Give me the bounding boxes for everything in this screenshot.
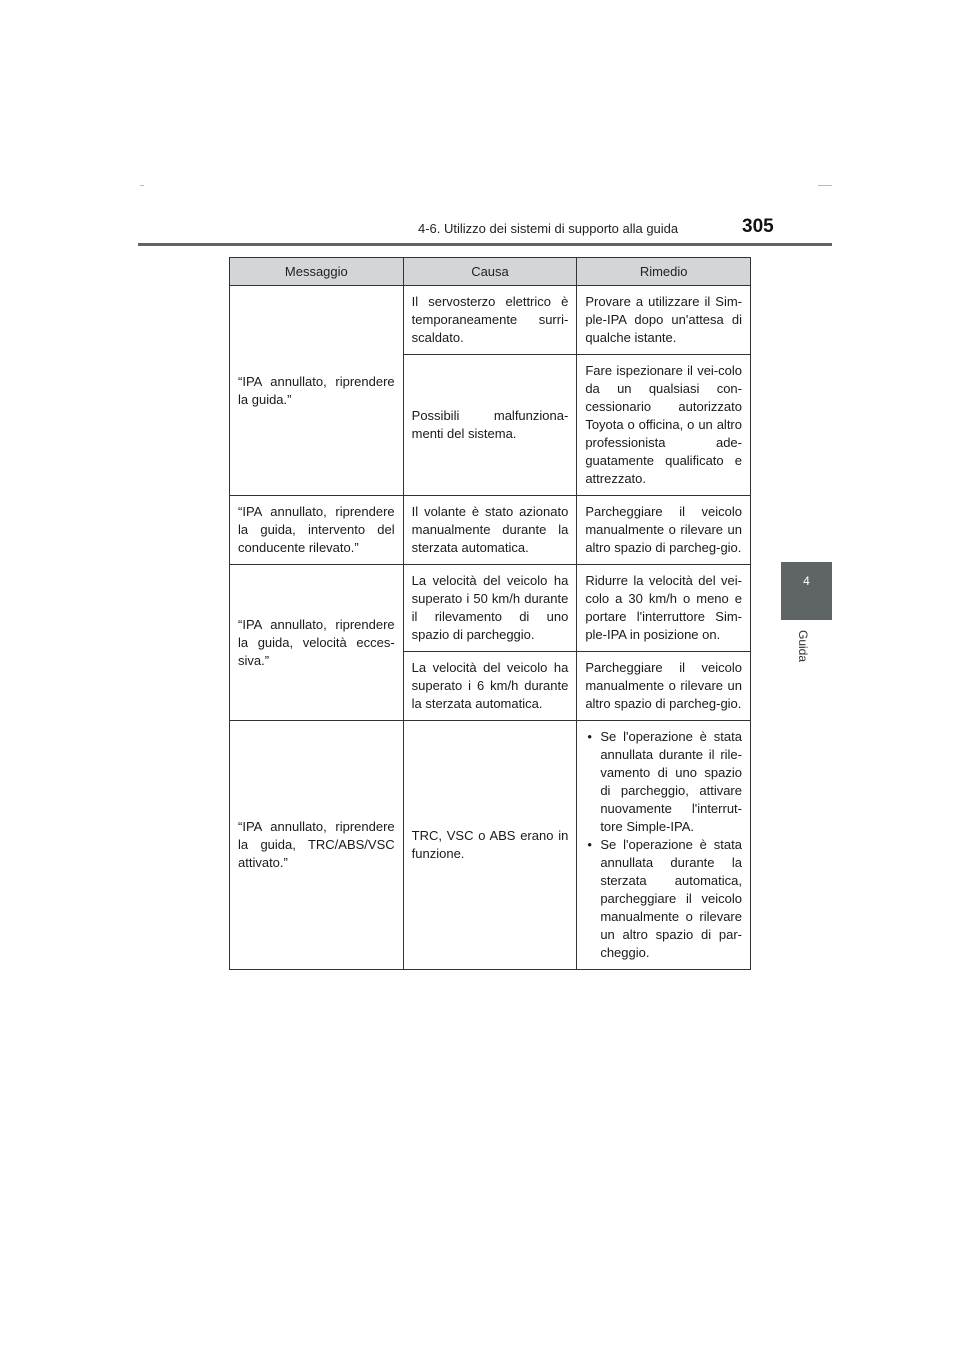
chapter-tab <box>781 562 832 620</box>
table-row <box>230 286 751 355</box>
cause-cell: TRC, VSC o ABS erano in funzione. <box>403 721 577 970</box>
table-header-row <box>230 258 751 286</box>
page-number: 305 <box>742 216 774 237</box>
crop-mark-left <box>140 185 144 186</box>
remedy-bullet-item: • Se l'operazione è stata annullata durante la sterzata automatica, parcheggiare il veicolo manualmente o rilevare un altro spazio di par-cheggio. <box>585 836 742 962</box>
section-title: 4-6. Utilizzo dei sistemi di supporto alla guida <box>418 221 679 236</box>
cause-cell: La velocità del veicolo ha superato i 6 km/h durante la sterzata automatica. <box>403 652 577 721</box>
cause-cell: Il servosterzo elettrico è temporaneamente surri-scaldato. <box>403 286 577 355</box>
table-row <box>230 565 751 652</box>
remedy-cell: Parcheggiare il veicolo manualmente o rilevare un altro spazio di parcheg-gio. <box>577 496 751 565</box>
header-rule <box>138 243 832 246</box>
remedy-bullet-item: • Se l'operazione è stata annullata durante il rile-vamento di uno spazio di parcheggio, attivare nuovamente l'interrut-tore Simple-IPA. <box>585 728 742 836</box>
remedy-cell: Provare a utilizzare il Sim-ple-IPA dopo un'attesa di qualche istante. <box>577 286 751 355</box>
message-table <box>229 257 751 970</box>
remedy-cell: Ridurre la velocità del vei-colo a 30 km/h o meno e portare l'interruttore Sim-ple-IPA in posizione on. <box>577 565 751 652</box>
table-row <box>230 721 751 970</box>
column-header-remedy: Rimedio <box>577 258 751 286</box>
chapter-number: 4 <box>803 574 810 588</box>
message-cell: “IPA annullato, riprendere la guida.” <box>230 286 404 496</box>
remedy-cell <box>577 721 751 970</box>
message-cell: “IPA annullato, riprendere la guida, intervento del conducente rilevato.” <box>230 496 404 565</box>
crop-mark-right <box>818 185 832 186</box>
remedy-cell: Parcheggiare il veicolo manualmente o rilevare un altro spazio di parcheg-gio. <box>577 652 751 721</box>
table-row <box>230 496 751 565</box>
chapter-label: Guida <box>796 630 810 663</box>
cause-cell: La velocità del veicolo ha superato i 50 km/h durante il rilevamento di uno spazio di parcheggio. <box>403 565 577 652</box>
remedy-bullet-list <box>585 728 742 962</box>
message-cell: “IPA annullato, riprendere la guida, velocità ecces-siva.” <box>230 565 404 721</box>
message-cell: “IPA annullato, riprendere la guida, TRC/ABS/VSC attivato.” <box>230 721 404 970</box>
remedy-cell: Fare ispezionare il vei-colo da un qualsiasi con-cessionario autorizzato Toyota o officina, o un altro professionista ade-guatamente qualificato e attrezzato. <box>577 355 751 496</box>
cause-cell: Il volante è stato azionato manualmente durante la sterzata automatica. <box>403 496 577 565</box>
column-header-message: Messaggio <box>230 258 404 286</box>
cause-cell: Possibili malfunziona-menti del sistema. <box>403 355 577 496</box>
column-header-cause: Causa <box>403 258 577 286</box>
